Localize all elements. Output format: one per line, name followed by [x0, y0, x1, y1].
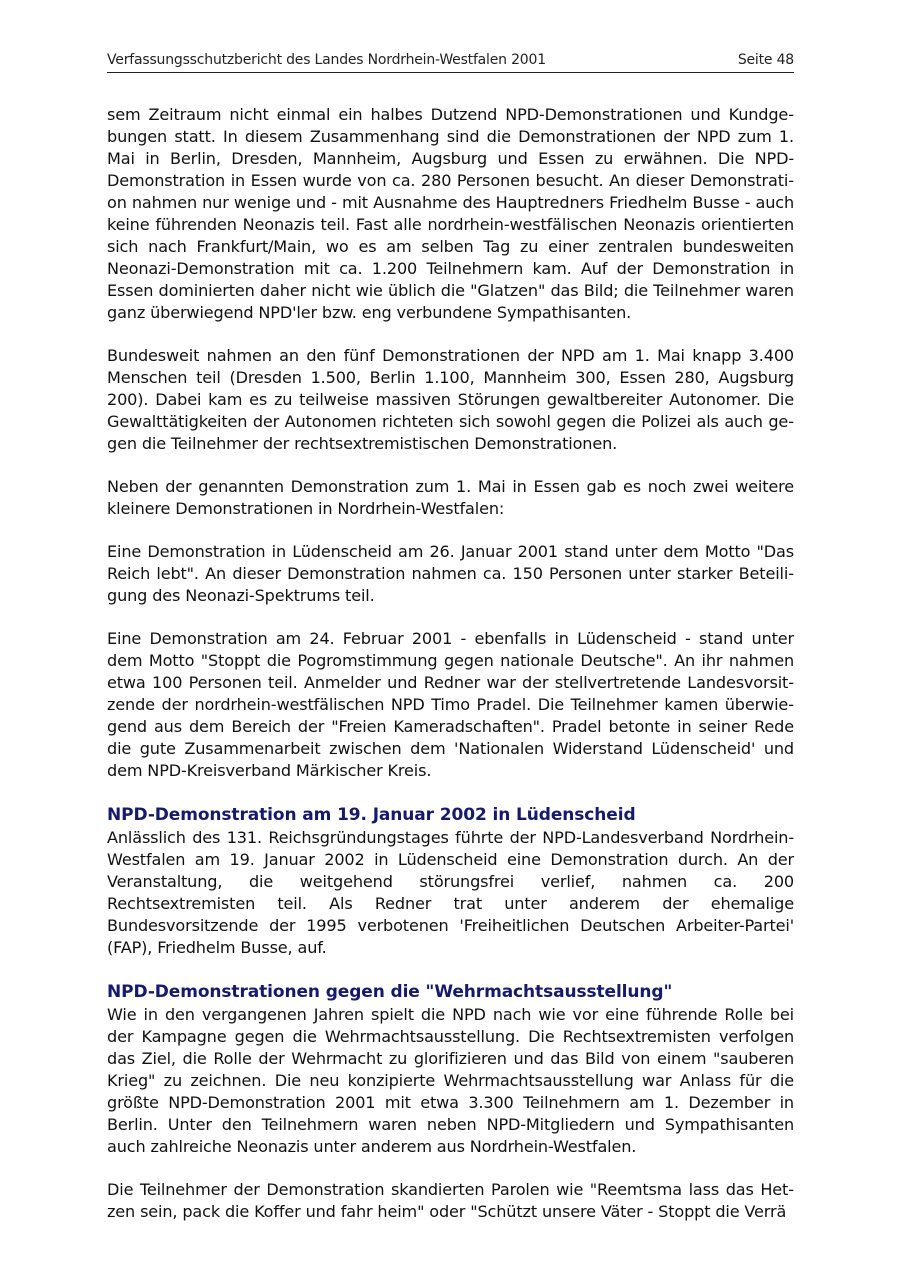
paragraph-6: Anlässlich des 131. Reichsgründungstages führte der NPD-Landesverband Nordrhein-Westfalen am 19. Januar 2002 in Lüdenscheid eine Demonstration durch. An der Veranstaltung, die weitgehend störungsfrei verlief, nahmen ca. 200 Rechtsextremisten teil. Als Redner trat unter anderem der ehemalige Bundesvorsitzende der 1995 verbotenen 'Freiheitlichen Deutschen Arbeiter-Partei' (FAP), Friedhelm Busse, auf.	[107, 828, 794, 957]
page-body	[107, 104, 794, 1244]
paragraph-8: Die Teilnehmer der Demonstration skandierten Parolen wie "Reemtsma lass das Hetzen sein, pack die Koffer und fahr heim" oder "Schützt unsere Väter - Stoppt die Verrä	[107, 1180, 794, 1221]
paragraph-7: Wie in den vergangenen Jahren spielt die NPD nach wie vor eine führende Rolle bei der Kampagne gegen die Wehrmachtsausstellung. Die Rechtsextremisten verfolgen das Ziel, die Rolle der Wehrmacht zu glorifizieren und das Bild von einem "sauberen Krieg" zu zeichnen. Die neu konzipierte Wehrmachtsausstellung war Anlass für die größte NPD-Demonstration 2001 mit etwa 3.300 Teilnehmern am 1. Dezember in Berlin. Unter den Teilnehmern waren neben NPD-Mitgliedern und Sympathisanten auch zahlreiche Neonazis unter anderem aus Nordrhein-Westfalen.	[107, 1005, 794, 1156]
paragraph-5: Eine Demonstration am 24. Februar 2001 - ebenfalls in Lüdenscheid - stand unter dem Motto "Stoppt die Pogromstimmung gegen nationale Deutsche". An ihr nahmen etwa 100 Personen teil. Anmelder und Redner war der stellvertretende Landesvorsitzende der nordrhein-westfälischen NPD Timo Pradel. Die Teilnehmer kamen überwiegend aus dem Bereich der "Freien Kameradschaften". Pradel betonte in seiner Rede die gute Zusammenarbeit zwischen dem 'Nationalen Widerstand Lüdenscheid' und dem NPD-Kreisverband Märkischer Kreis.	[107, 629, 794, 780]
page-header	[107, 52, 794, 68]
section-heading-wehrmachtsausstellung: NPD-Demonstrationen gegen die "Wehrmachtsausstellung"	[107, 982, 673, 1002]
header-divider	[107, 72, 794, 73]
page-number: Seite 48	[737, 52, 794, 68]
paragraph-3: Neben der genannten Demonstration zum 1. Mai in Essen gab es noch zwei weitere kleinere Demonstrationen in Nordrhein-Westfalen:	[107, 477, 794, 518]
header-title: Verfassungsschutzbericht des Landes Nordrhein-Westfalen 2001	[107, 52, 546, 68]
section-heading-luedenscheid: NPD-Demonstration am 19. Januar 2002 in Lüdenscheid	[107, 805, 636, 825]
paragraph-1: sem Zeitraum nicht einmal ein halbes Dutzend NPD-Demonstrationen und Kundgebungen statt. In diesem Zusammenhang sind die Demonstrationen der NPD zum 1. Mai in Berlin, Dresden, Mannheim, Augsburg und Essen zu erwähnen. Die NPD-Demonstration in Essen wurde von ca. 280 Personen besucht. An dieser Demonstration nahmen nur wenige und - mit Ausnahme des Hauptredners Friedhelm Busse - auch keine führenden Neonazis teil. Fast alle nordrhein-westfälischen Neonazis orientierten sich nach Frankfurt/Main, wo es am selben Tag zu einer zentralen bundesweiten Neonazi-Demonstration mit ca. 1.200 Teilnehmern kam. Auf der Demonstration in Essen dominierten daher nicht wie üblich die "Glatzen" das Bild; die Teilnehmer waren ganz überwiegend NPD'ler bzw. eng verbundene Sympathisanten.	[107, 105, 794, 322]
paragraph-2: Bundesweit nahmen an den fünf Demonstrationen der NPD am 1. Mai knapp 3.400 Menschen teil (Dresden 1.500, Berlin 1.100, Mannheim 300, Essen 280, Augsburg 200). Dabei kam es zu teilweise massiven Störungen gewaltbereiter Autonomer. Die Gewalttätigkeiten der Autonomen richteten sich sowohl gegen die Polizei als auch gegen die Teilnehmer der rechtsextremistischen Demonstrationen.	[107, 346, 794, 453]
paragraph-4: Eine Demonstration in Lüdenscheid am 26. Januar 2001 stand unter dem Motto "Das Reich lebt". An dieser Demonstration nahmen ca. 150 Personen unter starker Beteiligung des Neonazi-Spektrums teil.	[107, 542, 794, 605]
